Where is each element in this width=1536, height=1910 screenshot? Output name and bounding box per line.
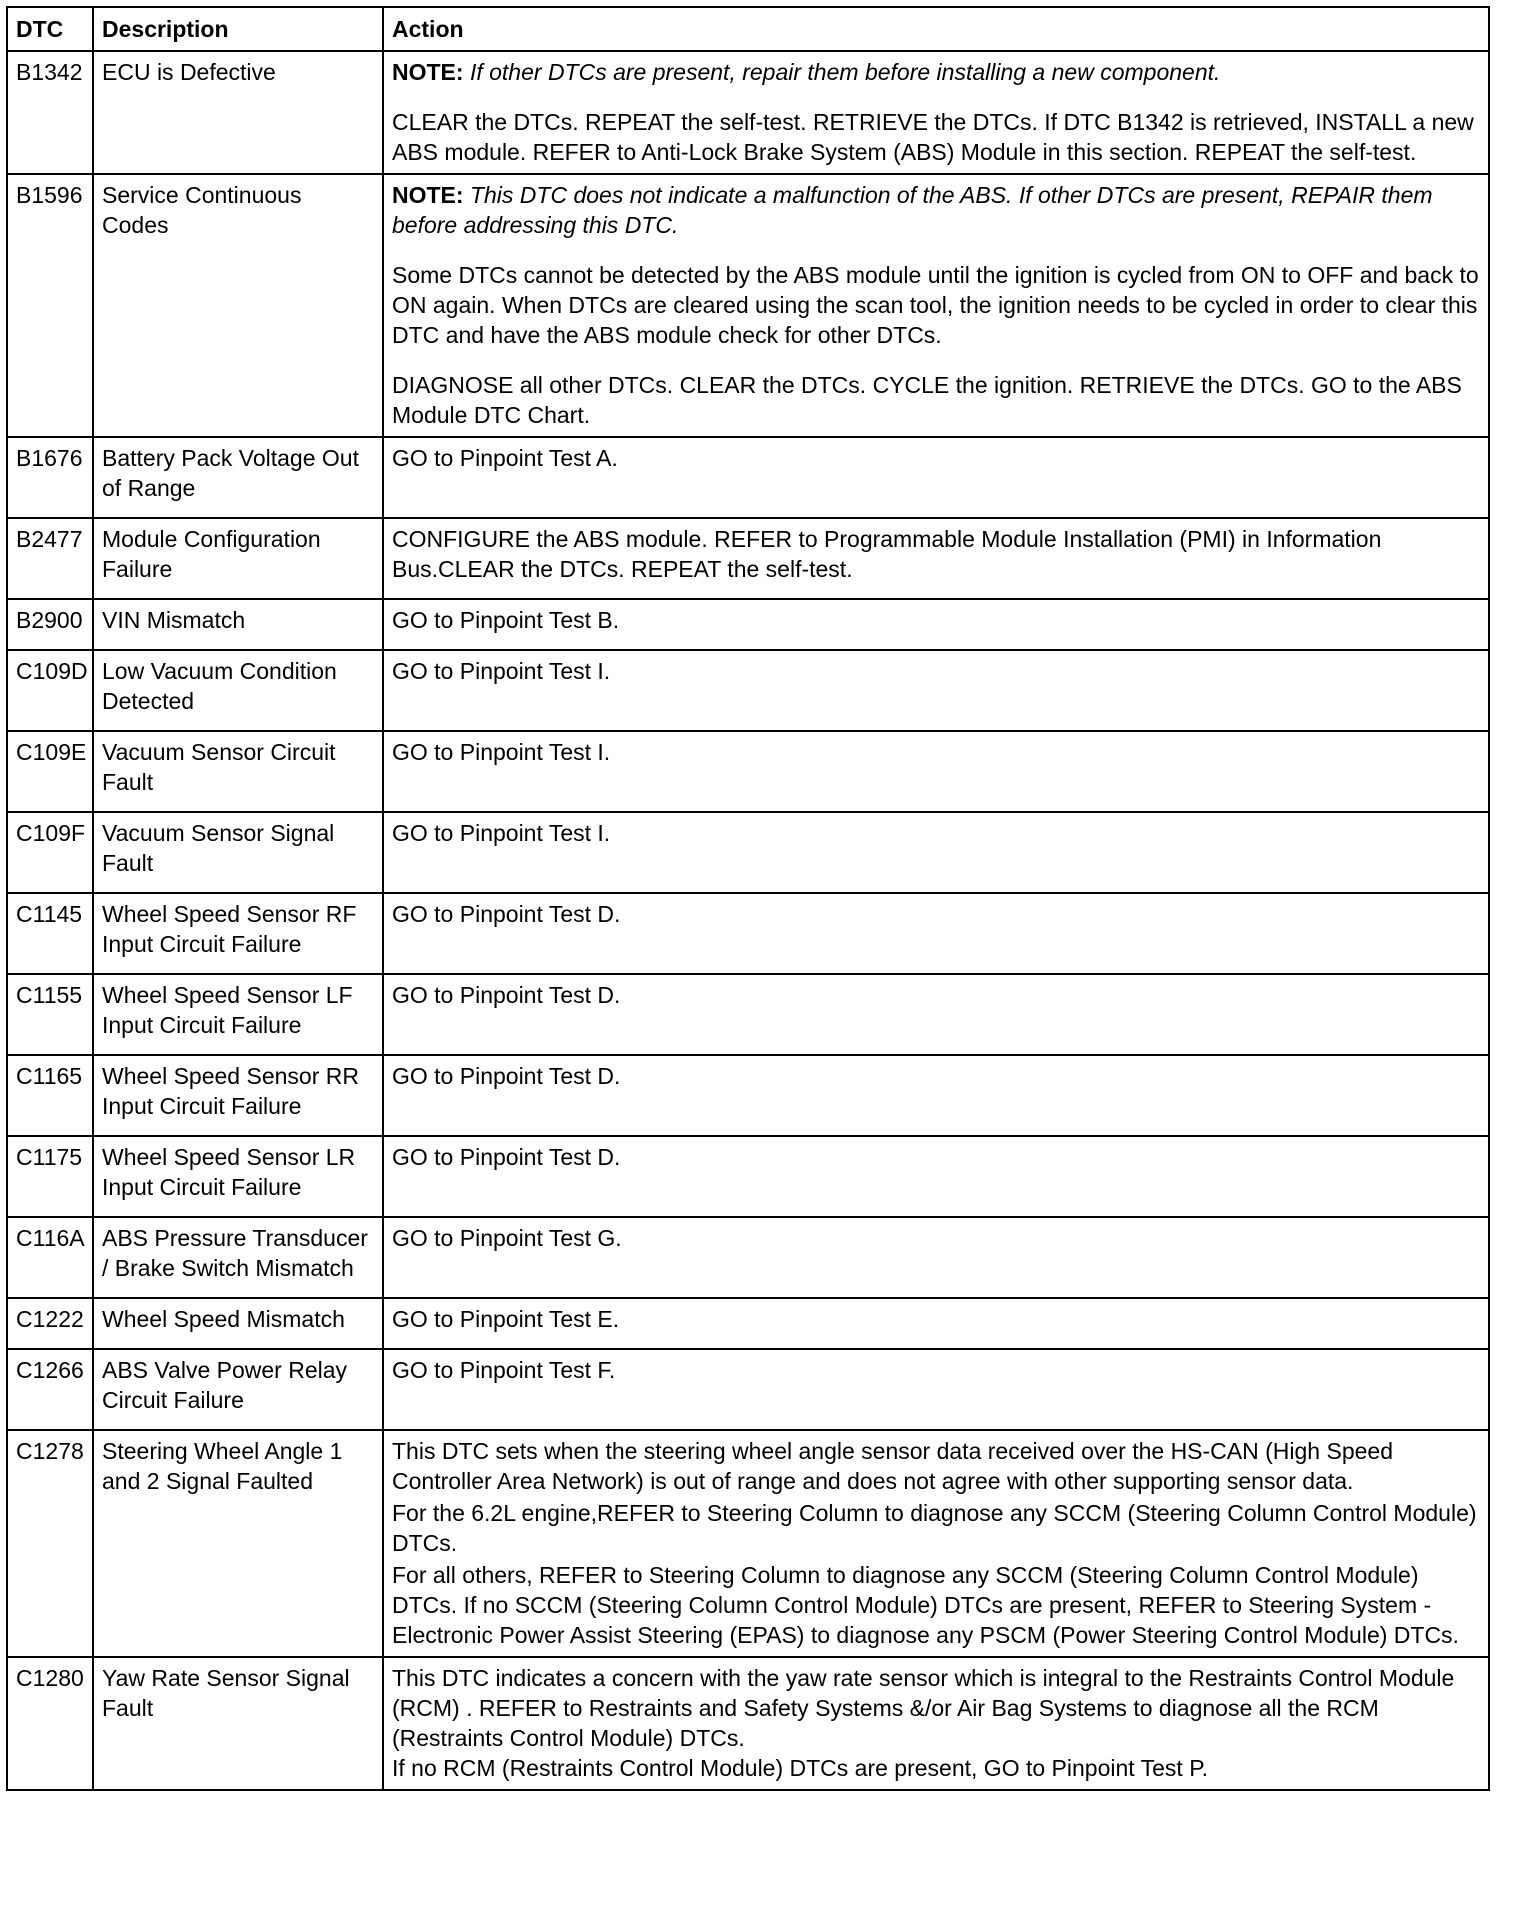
dtc-code: C109E [7, 731, 93, 812]
dtc-description: Yaw Rate Sensor Signal Fault [93, 1657, 383, 1790]
table-row [7, 1298, 1489, 1349]
action-paragraph: This DTC sets when the steering wheel angle sensor data received over the HS-CAN (High Speed Controller Area Network) is out of range and does not agree with other supporting sensor data. [392, 1438, 1393, 1494]
dtc-code: C1280 [7, 1657, 93, 1790]
dtc-action: GO to Pinpoint Test I. [383, 731, 1489, 812]
action-paragraph: For the 6.2L engine,REFER to Steering Column to diagnose any SCCM (Steering Column Control Module) DTCs. [392, 1500, 1477, 1556]
dtc-action: GO to Pinpoint Test D. [383, 893, 1489, 974]
note-text: If other DTCs are present, repair them before installing a new component. [469, 59, 1221, 85]
dtc-description: Wheel Speed Sensor RR Input Circuit Failure [93, 1055, 383, 1136]
dtc-action [383, 174, 1489, 437]
dtc-description: Wheel Speed Sensor LR Input Circuit Failure [93, 1136, 383, 1217]
table-row [7, 1055, 1489, 1136]
dtc-code: B1342 [7, 51, 93, 174]
note-text: This DTC does not indicate a malfunction of the ABS. If other DTCs are present, REPAIR them before addressing this DTC. [392, 182, 1433, 238]
dtc-description: ABS Pressure Transducer / Brake Switch Mismatch [93, 1217, 383, 1298]
dtc-code: B1596 [7, 174, 93, 437]
dtc-code: C1266 [7, 1349, 93, 1430]
action-paragraph: DIAGNOSE all other DTCs. CLEAR the DTCs. CYCLE the ignition. RETRIEVE the DTCs. GO to the ABS Module DTC Chart. [392, 372, 1462, 428]
dtc-action: GO to Pinpoint Test D. [383, 1055, 1489, 1136]
dtc-description: Vacuum Sensor Circuit Fault [93, 731, 383, 812]
dtc-description: Low Vacuum Condition Detected [93, 650, 383, 731]
dtc-action: GO to Pinpoint Test D. [383, 974, 1489, 1055]
action-paragraph: CLEAR the DTCs. REPEAT the self-test. RETRIEVE the DTCs. If DTC B1342 is retrieved, INSTALL a new ABS module. REFER to Anti-Lock Brake System (ABS) Module in this section. REPEAT the self-test. [392, 109, 1474, 165]
dtc-description: Wheel Speed Sensor RF Input Circuit Failure [93, 893, 383, 974]
dtc-action [383, 51, 1489, 174]
dtc-action: GO to Pinpoint Test I. [383, 812, 1489, 893]
dtc-code: C1145 [7, 893, 93, 974]
dtc-code: C109F [7, 812, 93, 893]
table-row [7, 731, 1489, 812]
table-row [7, 599, 1489, 650]
action-paragraph: For all others, REFER to Steering Column to diagnose any SCCM (Steering Column Control Module) DTCs. If no SCCM (Steering Column Control Module) DTCs are present, REFER to Steering System - Electronic Power Assist Steering (EPAS) to diagnose any PSCM (Power Steering Control Module) DTCs. [392, 1562, 1459, 1648]
dtc-code: C109D [7, 650, 93, 731]
dtc-description: ABS Valve Power Relay Circuit Failure [93, 1349, 383, 1430]
dtc-code: C1222 [7, 1298, 93, 1349]
table-row [7, 518, 1489, 599]
note-label: NOTE: [392, 59, 464, 85]
table-row [7, 1430, 1489, 1657]
table-row [7, 893, 1489, 974]
header-dtc: DTC [7, 7, 93, 51]
table-row [7, 1136, 1489, 1217]
table-row [7, 650, 1489, 731]
dtc-code: B1676 [7, 437, 93, 518]
dtc-code: B2900 [7, 599, 93, 650]
table-row [7, 51, 1489, 174]
dtc-code: B2477 [7, 518, 93, 599]
dtc-description: Service Continuous Codes [93, 174, 383, 437]
header-description: Description [93, 7, 383, 51]
dtc-code: C1278 [7, 1430, 93, 1657]
dtc-action [383, 1657, 1489, 1790]
dtc-description: Wheel Speed Sensor LF Input Circuit Failure [93, 974, 383, 1055]
dtc-description: Vacuum Sensor Signal Fault [93, 812, 383, 893]
header-row [7, 7, 1489, 51]
note-label: NOTE: [392, 182, 464, 208]
note [392, 57, 1480, 87]
dtc-action: GO to Pinpoint Test F. [383, 1349, 1489, 1430]
table-row [7, 974, 1489, 1055]
dtc-description: Steering Wheel Angle 1 and 2 Signal Faulted [93, 1430, 383, 1657]
table-row [7, 812, 1489, 893]
dtc-action: GO to Pinpoint Test A. [383, 437, 1489, 518]
dtc-action [383, 1430, 1489, 1657]
note [392, 180, 1480, 240]
table-row [7, 437, 1489, 518]
table-row [7, 1217, 1489, 1298]
dtc-description: Wheel Speed Mismatch [93, 1298, 383, 1349]
dtc-code: C1175 [7, 1136, 93, 1217]
dtc-description: Battery Pack Voltage Out of Range [93, 437, 383, 518]
dtc-action: GO to Pinpoint Test G. [383, 1217, 1489, 1298]
dtc-action: GO to Pinpoint Test D. [383, 1136, 1489, 1217]
action-paragraph: This DTC indicates a concern with the yaw rate sensor which is integral to the Restraints Control Module (RCM) . REFER to Restraints and Safety Systems &/or Air Bag Systems to diagnose all the RCM (Restraints Control Module) DTCs. [392, 1665, 1455, 1751]
dtc-action: GO to Pinpoint Test B. [383, 599, 1489, 650]
table-row [7, 174, 1489, 437]
action-paragraph: Some DTCs cannot be detected by the ABS module until the ignition is cycled from ON to OFF and back to ON again. When DTCs are cleared using the scan tool, the ignition needs to be cycled in order to clear this DTC and have the ABS module check for other DTCs. [392, 262, 1479, 348]
header-action: Action [383, 7, 1489, 51]
dtc-code: C116A [7, 1217, 93, 1298]
dtc-action: CONFIGURE the ABS module. REFER to Programmable Module Installation (PMI) in Information Bus.CLEAR the DTCs. REPEAT the self-test. [383, 518, 1489, 599]
dtc-action: GO to Pinpoint Test I. [383, 650, 1489, 731]
action-paragraph: If no RCM (Restraints Control Module) DTCs are present, GO to Pinpoint Test P. [392, 1755, 1208, 1781]
table-row [7, 1657, 1489, 1790]
dtc-code: C1155 [7, 974, 93, 1055]
dtc-description: ECU is Defective [93, 51, 383, 174]
table-row [7, 1349, 1489, 1430]
dtc-code: C1165 [7, 1055, 93, 1136]
dtc-action: GO to Pinpoint Test E. [383, 1298, 1489, 1349]
dtc-description: VIN Mismatch [93, 599, 383, 650]
dtc-table [6, 6, 1490, 1791]
dtc-description: Module Configuration Failure [93, 518, 383, 599]
